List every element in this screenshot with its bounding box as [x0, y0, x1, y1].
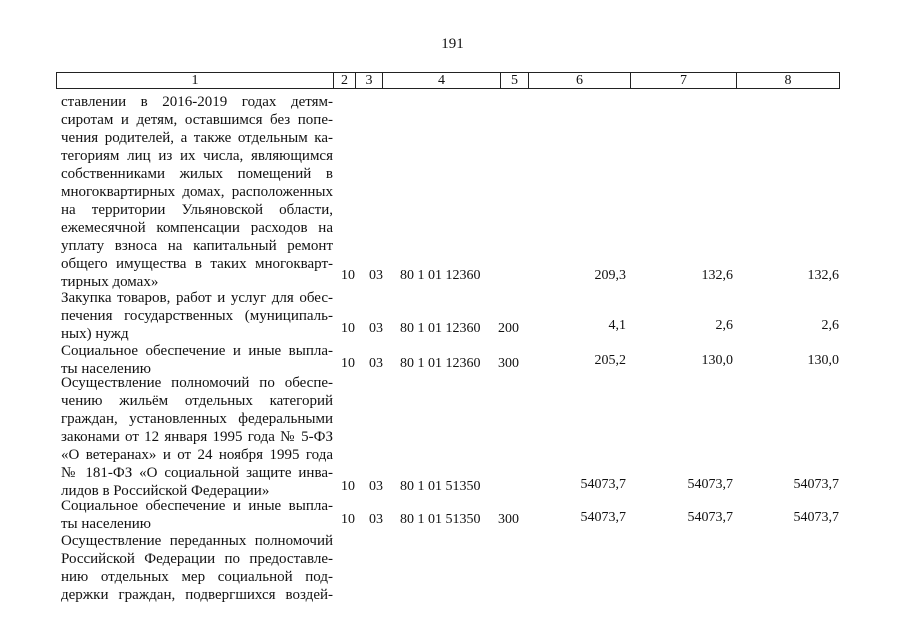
description-line: ты населению	[61, 361, 151, 377]
description-line: ты населению	[61, 516, 151, 532]
cell-subsection: 03	[369, 479, 383, 494]
cell-expense-type: 300	[498, 512, 519, 527]
description-line: нию отдельных мер социальной под-	[61, 569, 333, 585]
header-col-2: 2	[333, 72, 356, 89]
description-line: чению жильём отдельных категорий	[61, 393, 333, 409]
header-col-5: 5	[500, 72, 529, 89]
cell-amount-col6: 205,2	[594, 353, 626, 368]
cell-section: 10	[341, 268, 355, 283]
description-line: Осуществление полномочий по обеспе-	[61, 375, 333, 391]
cell-amount-col6: 4,1	[608, 318, 626, 333]
page-number: 191	[441, 36, 464, 52]
description-line: сиротам и детям, оставшимся без попе-	[61, 112, 333, 128]
description-line: печения государственных (муниципаль-	[61, 308, 333, 324]
description-line: Российской Федерации по предоставле-	[61, 551, 333, 567]
description-line: держки граждан, подвергшихся воздей-	[61, 587, 333, 603]
cell-amount-col8: 130,0	[807, 353, 839, 368]
cell-expense-type: 300	[498, 356, 519, 371]
cell-target-item: 80 1 01 51350	[400, 512, 481, 527]
row-description	[61, 93, 333, 291]
cell-amount-col8: 54073,7	[793, 477, 839, 492]
description-line: на территории Ульяновской области,	[61, 202, 333, 218]
cell-expense-type: 200	[498, 321, 519, 336]
description-line: ежемесячной компенсации расходов на	[61, 220, 333, 236]
header-col-8: 8	[736, 72, 840, 89]
description-line: Закупка товаров, работ и услуг для обес-	[61, 290, 333, 306]
cell-section: 10	[341, 479, 355, 494]
cell-amount-col6: 54073,7	[580, 477, 626, 492]
cell-subsection: 03	[369, 268, 383, 283]
cell-amount-col7: 54073,7	[687, 477, 733, 492]
cell-subsection: 03	[369, 512, 383, 527]
cell-target-item: 80 1 01 51350	[400, 479, 481, 494]
row-description	[61, 532, 333, 604]
description-line: граждан, установленных федеральными	[61, 411, 333, 427]
cell-amount-col6: 54073,7	[580, 510, 626, 525]
header-col-1: 1	[56, 72, 334, 89]
cell-target-item: 80 1 01 12360	[400, 268, 481, 283]
header-col-6: 6	[528, 72, 631, 89]
cell-amount-col8: 2,6	[821, 318, 839, 333]
cell-section: 10	[341, 321, 355, 336]
cell-amount-col7: 132,6	[701, 268, 733, 283]
description-line: Социальное обеспечение и иные выпла-	[61, 498, 333, 514]
description-line: многоквартирных домах, расположенных	[61, 184, 333, 200]
cell-amount-col6: 209,3	[594, 268, 626, 283]
cell-amount-col7: 2,6	[715, 318, 733, 333]
description-line: лидов в Российской Федерации»	[61, 483, 270, 499]
row-description	[61, 497, 333, 533]
header-col-3: 3	[355, 72, 383, 89]
cell-amount-col7: 130,0	[701, 353, 733, 368]
cell-section: 10	[341, 512, 355, 527]
description-line: тирных домах»	[61, 274, 159, 290]
description-line: Осуществление переданных полномочий	[61, 533, 333, 549]
description-line: № 181-ФЗ «О социальной защите инва-	[61, 465, 333, 481]
cell-amount-col8: 132,6	[807, 268, 839, 283]
cell-amount-col8: 54073,7	[793, 510, 839, 525]
description-line: тегориям лиц из их числа, являющимся	[61, 148, 333, 164]
description-line: чения родителей, а также отдельным ка-	[61, 130, 333, 146]
description-line: законами от 12 января 1995 года № 5-ФЗ	[61, 429, 333, 445]
cell-subsection: 03	[369, 321, 383, 336]
description-line: «О ветеранах» и от 24 ноября 1995 года	[61, 447, 333, 463]
description-line: ных) нужд	[61, 326, 129, 342]
header-col-7: 7	[630, 72, 737, 89]
header-col-4: 4	[382, 72, 501, 89]
description-line: собственниками жилых помещений в	[61, 166, 333, 182]
description-line: Социальное обеспечение и иные выпла-	[61, 343, 333, 359]
row-description	[61, 342, 333, 378]
row-description	[61, 374, 333, 500]
cell-target-item: 80 1 01 12360	[400, 356, 481, 371]
description-line: общего имущества в таких многокварт-	[61, 256, 333, 272]
cell-target-item: 80 1 01 12360	[400, 321, 481, 336]
description-line: уплату взноса на капитальный ремонт	[61, 238, 333, 254]
cell-section: 10	[341, 356, 355, 371]
cell-amount-col7: 54073,7	[687, 510, 733, 525]
description-line: ставлении в 2016-2019 годах детям-	[61, 94, 333, 110]
row-description	[61, 289, 333, 343]
cell-subsection: 03	[369, 356, 383, 371]
